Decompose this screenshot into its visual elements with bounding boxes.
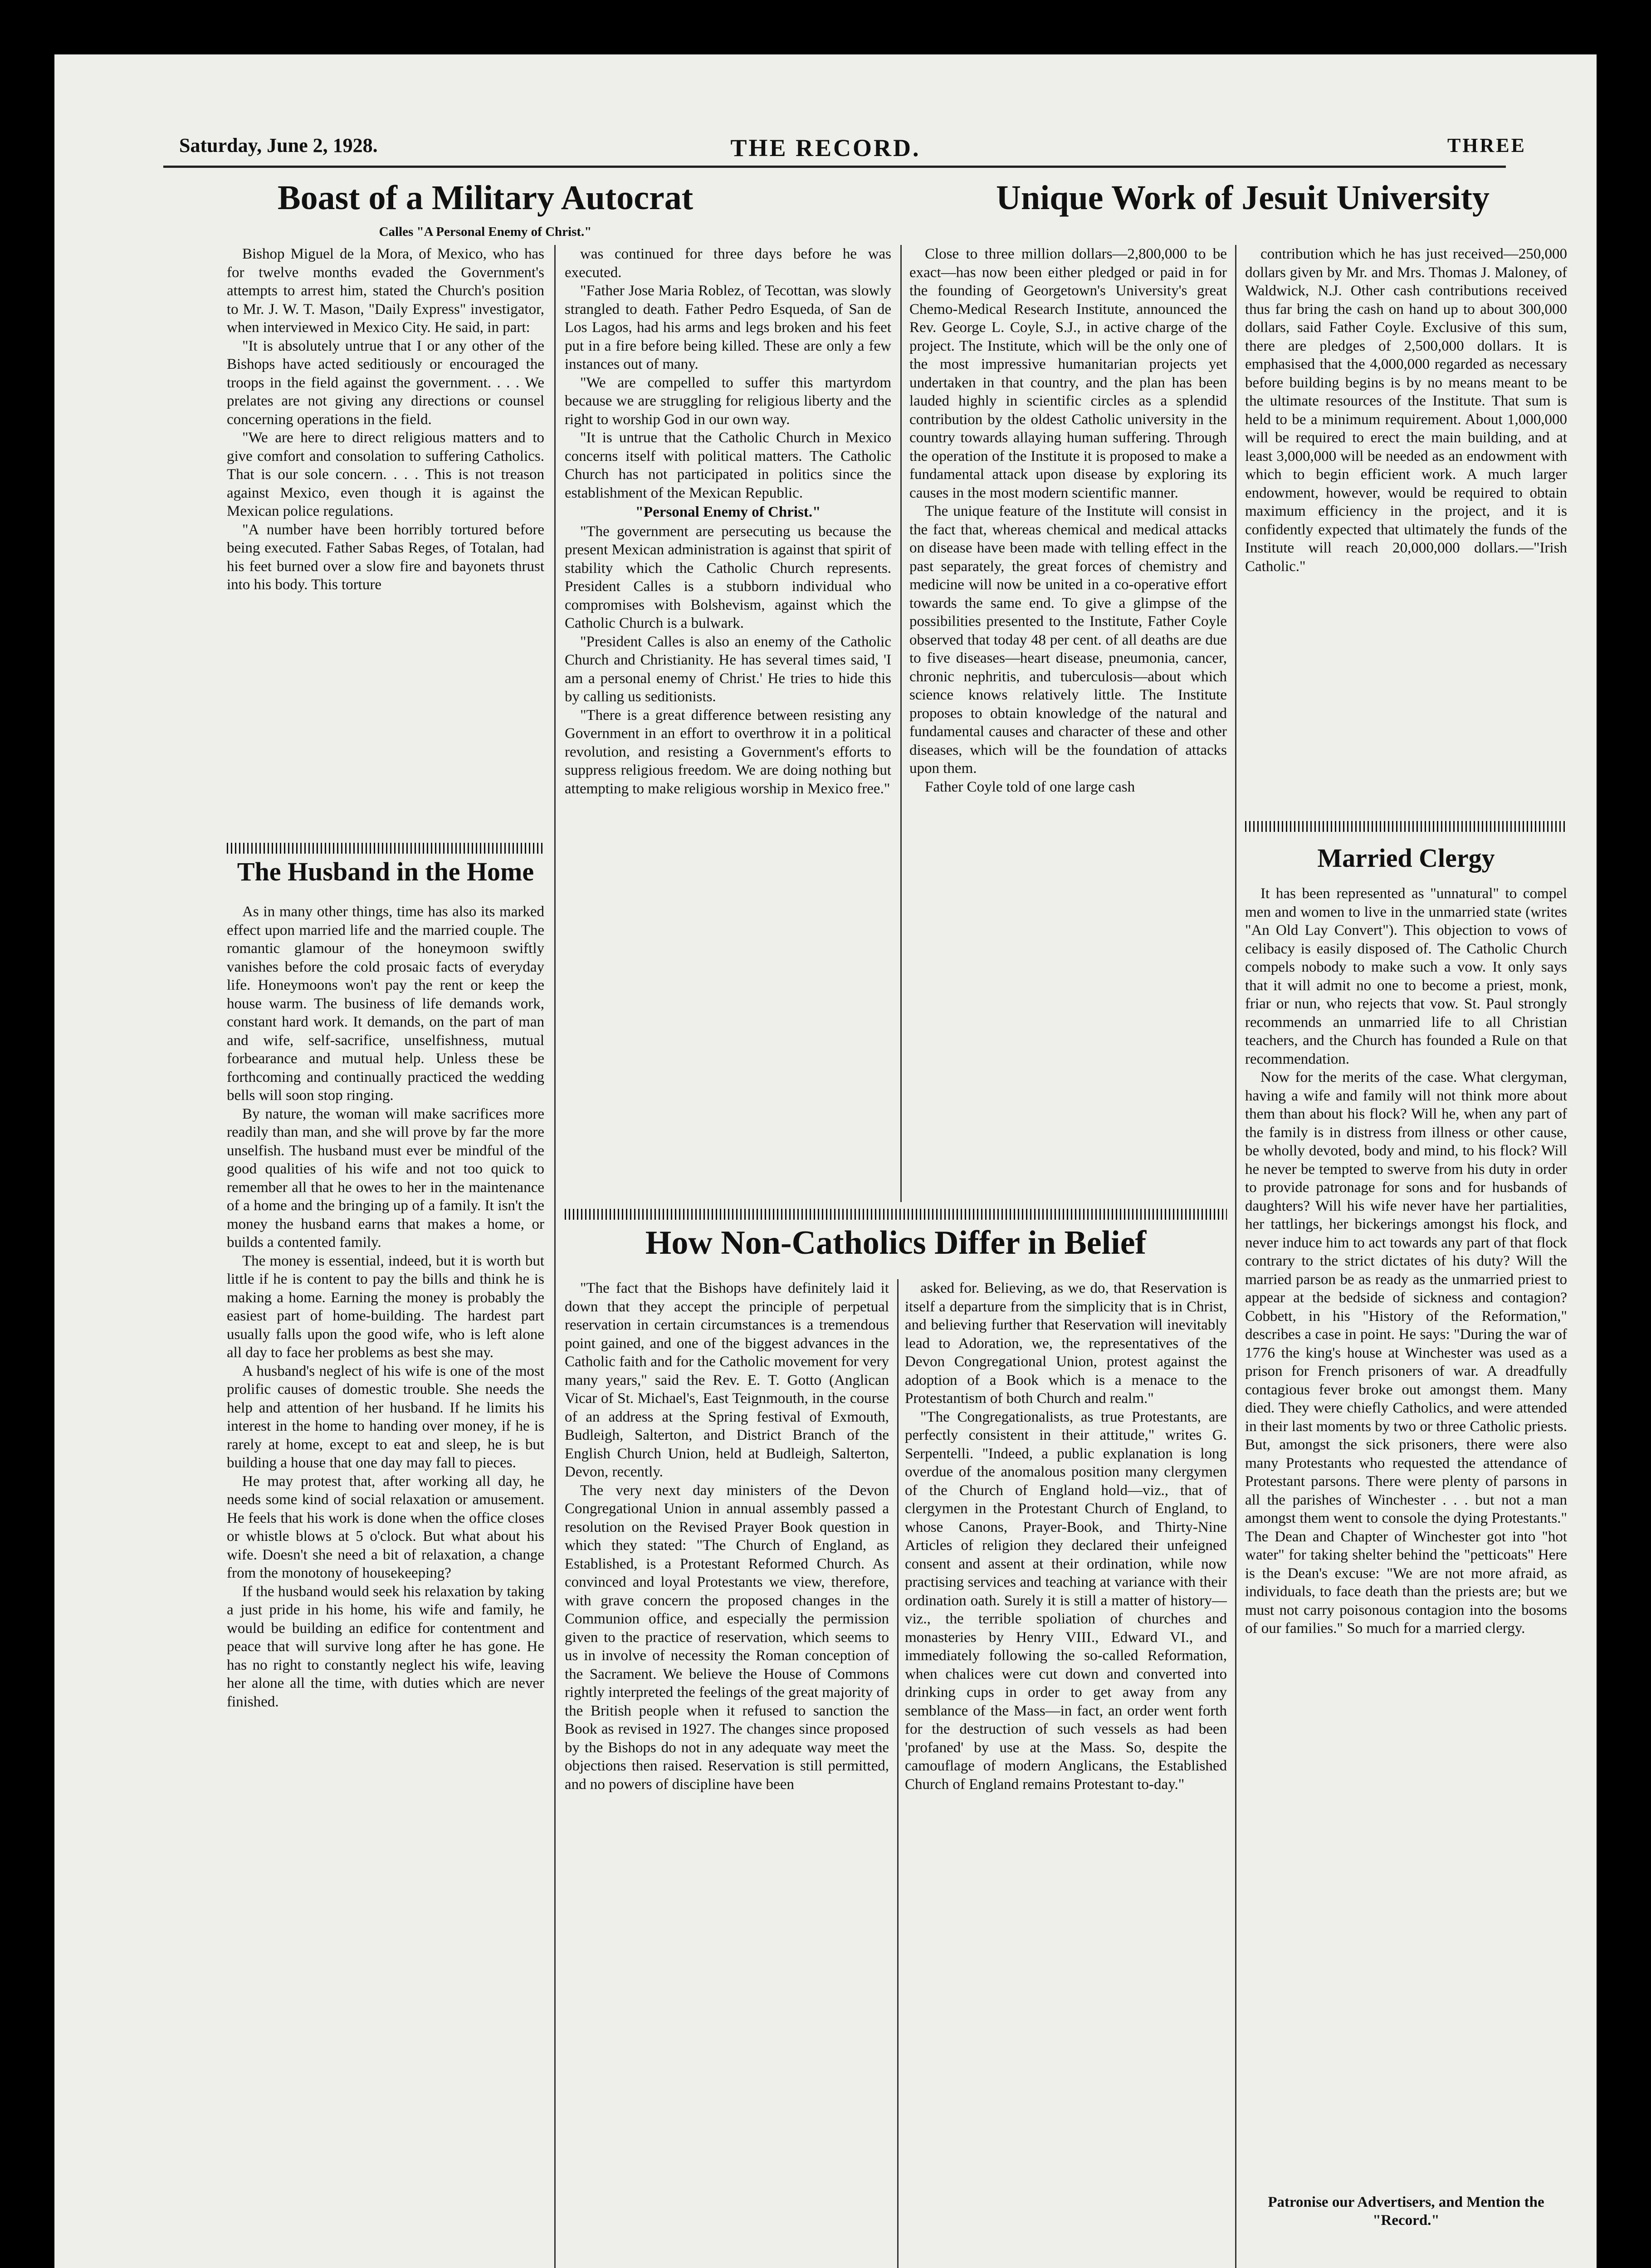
paragraph: "Father Jose Maria Roblez, of Tecottan, was slowly strangled to death. Father Pedro Esqueda, of San de Los Lagos, had his arms and legs broken and his feet put in a fire before being killed. These are only a few instances out of many.: [565, 283, 891, 372]
article-noncatholics-col1: [565, 1279, 889, 2268]
paragraph: "President Calles is also an enemy of the Catholic Church and Christianity. He has several times said, 'I am a personal enemy of Christ.' He tries to hide this by calling us seditionists.: [565, 633, 891, 705]
paragraph: "There is a great difference between resisting any Government in an effort to overthrow it in a political revolution, and resisting a Government's efforts to suppress religious freedom. We are doing nothing but attempting to make religious worship in Mexico free.": [565, 707, 891, 797]
paragraph: As in many other things, time has also its marked effect upon married life and the married couple. The romantic glamour of the honeymoon swiftly vanishes before the cold prosaic facts of everyday life. Honeymoons won't pay the rent or keep the house warm. The business of life demands work, constant hard work. It demands, on the part of man and wife, self-sacrifice, unselfishness, mutual forbearance and mutual help. Unless these be forthcoming and continually practiced the wedding bells will soon stop ringing.: [227, 904, 544, 1104]
paragraph: Now for the merits of the case. What clergyman, having a wife and family will not think more about them than about his flock? Will he, when any part of the family is in distress from illness or other cause, be wholly devoted, body and mind, to his flock? Will he never be tempted to swerve from his duty in order to provide patronage for sons and for husbands of daughters? Will his wife never have her partialities, her tattlings, her bickerings amongst his flock, and never induce him to act towards any part of that flock contrary to the strict dictates of his duty? Will the married parson be as ready as the unmarried priest to appear at the bedside of sickness and contagion? Cobbett, in his "History of the Reformation," describes a case in point. He says: "During the war of 1776 the king's house at Winchester was used as a prison for French prisoners of war. A dreadfully contagious fever broke out amongst them. Many died. They were chiefly Catholics, and were attended in their last moments by two or three Catholic priests. But, amongst the sick prisoners, there were also many Protestants who requested the attendance of Protestant parsons. There were plenty of parsons in all the parishes of Winchester . . . but not a man amongst them went to console the dying Protestants." The Dean and Chapter of Winchester got into "hot water" for taking shelter behind the "petticoats" Here is the Dean's excuse: "We are not more afraid, as individuals, to face death than the priests are; but we must not carry poisonous contagion into the bosoms of our families." So much for a married clergy.: [1245, 1069, 1567, 1637]
column-rule: [897, 1279, 899, 2268]
paragraph: "A number have been horribly tortured before being executed. Father Sabas Reges, of Totalan, had his feet burned over a slow fire and bayonets thrust into his body. This torture: [227, 521, 544, 593]
article-boast-col2: [565, 245, 891, 1202]
paragraph: "The government are persecuting us because the present Mexican administration is against that spirit of stability which the Catholic Church represents. President Calles is a stubborn individual who compromises with Bolshevism, against which the Catholic Church is a bulwark.: [565, 523, 891, 631]
headline-husband: The Husband in the Home: [237, 857, 534, 886]
paragraph: contribution which he has just received—250,000 dollars given by Mr. and Mrs. Thomas J. Maloney, of Waldwick, N.J. Other cash contributions received thus far bring the cash on hand up to about 300,000 dollars, said Father Coyle. Exclusive of this sum, there are pledges of 2,500,000 dollars. It is emphasised that the 4,000,000 regarded as necessary before building begins is by no means meant to be the ultimate resources of the Institute. That sum is held to be a minimum requirement. About 1,000,000 will be required to erect the main building, and at least 3,000,000 will be needed as an endowment with which to begin efficient work. A much larger endowment, however, would be required to obtain maximum efficiency in the project, and it is confidently expected that ultimately the funds of the Institute will reach 20,000,000 dollars.—"Irish Catholic.": [1245, 246, 1567, 575]
issue-date: Saturday, June 2, 1928.: [179, 134, 378, 156]
article-clergy: [1245, 885, 1567, 2182]
article-jesuit-col1: [909, 245, 1227, 1202]
headline-boast: Boast of a Military Autocrat: [277, 179, 694, 217]
paragraph: "It is untrue that the Catholic Church in Mexico concerns itself with political matters. The Catholic Church has not participated in politics since the establishment of the Mexican Republic.: [565, 430, 891, 501]
headline-clergy: Married Clergy: [1317, 843, 1495, 873]
column-rule: [554, 245, 556, 2268]
paragraph: By nature, the woman will make sacrifices more readily than man, and she will prove by far the more unselfish. The husband must ever be mindful of the good qualities of his wife and not too quick to remember all that he owes to her in the maintenance of a home and the bringing up of a family. It isn't the money the husband earns that makes a home, or builds a contented family.: [227, 1105, 544, 1251]
article-jesuit-col2: [1245, 245, 1567, 816]
paragraph: "It is absolutely untrue that I or any other of the Bishops have acted seditiously or encouraged the troops in the field against the government. . . . We prelates are not giving any directions or counsel concerning operations in the field.: [227, 337, 544, 428]
paragraph: was continued for three days before he was executed.: [565, 246, 891, 281]
paper-name: THE RECORD.: [730, 134, 921, 161]
paragraph: If the husband would seek his relaxation by taking a just pride in his home, his wife and family, he would be building an edifice for contentment and peace that will survive long after he has gone. He has no right to constantly neglect his wife, leaving her alone all the time, with duties which are never finished.: [227, 1583, 544, 1710]
patronise-note: Patronise our Advertisers, and Mention the "Record.": [1268, 2194, 1544, 2229]
paragraph: asked for. Believing, as we do, that Reservation is itself a departure from the simplicity that is in Christ, and believing further that Reservation will inevitably lead to Adoration, we, the representatives of the Devon Congregational Union, protest against the adoption of a Book which is a menace to the Protestantism of both Church and realm.": [905, 1280, 1227, 1407]
paragraph: Bishop Miguel de la Mora, of Mexico, who has for twelve months evaded the Government's attempts to arrest him, stated the Church's position to Mr. J. W. T. Mason, "Daily Express" investigator, when interviewed in Mexico City. He said, in part:: [227, 246, 544, 336]
paragraph: A husband's neglect of his wife is one of the most prolific causes of domestic trouble. She needs the help and attention of her husband. If he limits his interest in the home to handing over money, if he is rarely at home, except to eat and sleep, he is but building a house that one day may fall to pieces.: [227, 1363, 544, 1471]
paragraph: Close to three million dollars—2,800,000 to be exact—has now been either pledged or paid in for the founding of Georgetown's University's great Chemo-Medical Research Institute, announced the Rev. George L. Coyle, S.J., in active charge of the project. The Institute, which will be the only one of the most impressive humanitarian projects yet undertaken in that country, and the plan has been lauded highly in scientific circles as a splendid contribution by the oldest Catholic university in the country towards allaying human suffering. Through the operation of the Institute it is proposed to make a fundamental attack upon disease by exploring its causes in the most modern scientific manner.: [909, 246, 1227, 501]
article-boast-col1: [227, 245, 544, 835]
article-husband: [227, 903, 544, 2268]
divider: [227, 843, 544, 854]
paragraph: "The Congregationalists, as true Protestants, are perfectly consistent in their attitude," writes G. Serpentelli. "Indeed, a public explanation is long overdue of the anomalous position many clergymen of the Church of England hold—viz., that of clergymen in the Protestant Church of England, to whose Canons, Prayer-Book, and Thirty-Nine Articles of religion they declared their unfeigned consent and assent at their ordination, while now practising services and teaching at variance with their ordination oath. Surely it is still a matter of history—viz., the terrible spoliation of churches and monasteries by Henry VIII., Edward VI., and immediately following the so-called Reformation, when chalices were cut down and converted into drinking cups in order to get away from any semblance of the Mass—in fact, an order went forth for the destruction of such vessels as had been 'profaned' by use at the Mass. So, despite the camouflage of modern Anglicans, the Established Church of England remains Protestant to-day.": [905, 1408, 1227, 1793]
column-rule: [900, 245, 902, 1202]
article-noncatholics-col2: [905, 1279, 1227, 2268]
page-number: THREE: [1447, 134, 1526, 156]
paragraph: "We are compelled to suffer this martyrdom because we are struggling for religious liberty and the right to worship God in our own way.: [565, 374, 891, 428]
header-rule: [163, 166, 1506, 168]
paragraph: "The fact that the Bishops have definitely laid it down that they accept the principle of perpetual reservation in certain circumstances is a tremendous point gained, and one of the biggest advances in the Catholic faith and for the Catholic movement for very many years," said the Rev. E. T. Gotto (Anglican Vicar of St. Michael's, East Teignmouth, in the course of an address at the Spring festival of Exmouth, Budleigh, Salterton, and District Branch of the English Church Union, held at Budleigh, Salterton, Devon, recently.: [565, 1280, 889, 1480]
divider: [565, 1209, 1227, 1220]
subhead: "Personal Enemy of Christ.": [635, 504, 821, 520]
column-rule: [1235, 245, 1236, 2268]
paragraph: The unique feature of the Institute will consist in the fact that, whereas chemical and medical attacks on disease have been made with telling effect in the past separately, the great forces of chemistry and medicine will now be united in a co-operative effort towards the same end. To give a glimpse of the possibilities presented to the Institute, Father Coyle observed that today 48 per cent. of all deaths are due to five diseases—heart disease, pneumonia, cancer, chronic nephritis, and tuberculosis—about which science knows relatively little. The Institute proposes to obtain knowledge of the natural and fundamental causes and character of these and other diseases, which will be the foundation of attacks upon them.: [909, 503, 1227, 777]
paragraph: The very next day ministers of the Devon Congregational Union in annual assembly passed a resolution on the Revised Prayer Book question in which they stated: "The Church of England, as Established, is a Protestant Reformed Church. As convinced and loyal Protestants we view, therefore, with grave concern the proposed changes in the Communion office, and especially the permission given to the practice of reservation, which seems to us in involve of necessity the Roman conception of the Sacrament. We believe the House of Commons rightly interpreted the feelings of the great majority of the British people when it refused to sanction the Book as revised in 1927. The changes since proposed by the Bishops do not in any adequate way meet the objections then raised. Reservation is still permitted, and no powers of discipline have been: [565, 1482, 889, 1793]
paragraph: He may protest that, after working all day, he needs some kind of social relaxation or amusement. He feels that his work is done when the office closes or whistle blows at 5 o'clock. But what about his wife. Doesn't she need a bit of relaxation, a change from the monotony of housekeeping?: [227, 1473, 544, 1581]
paragraph: It has been represented as "unnatural" to compel men and women to live in the unmarried state (writes "An Old Lay Convert"). This objection to vows of celibacy is easily disposed of. The Catholic Church compels nobody to make such a vow. It only says that it will admit no one to become a priest, monk, friar or nun, who rejects that vow. St. Paul strongly recommends an unmarried life to all Christian teachers, and the Church has founded a Rule on that recommendation.: [1245, 885, 1567, 1067]
newspaper-page: [54, 54, 1597, 2268]
divider: [1245, 821, 1567, 832]
subhead-boast: Calles "A Personal Enemy of Christ.": [379, 225, 592, 239]
paragraph: Father Coyle told of one large cash: [925, 778, 1135, 795]
paragraph: The money is essential, indeed, but it is worth but little if he is content to pay the bills and think he is making a home. Earning the money is probably the easiest part of home-building. The hardest part usually falls upon the good wife, who is left alone all day to face her problems as best she may.: [227, 1252, 544, 1361]
headline-noncatholics: How Non-Catholics Differ in Belief: [645, 1224, 1147, 1261]
paragraph: "We are here to direct religious matters and to give comfort and consolation to suffering Catholics. That is our sole concern. . . . This is not treason against Mexico, even though it is against the Mexican police regulations.: [227, 430, 544, 519]
headline-jesuit: Unique Work of Jesuit University: [996, 179, 1490, 217]
